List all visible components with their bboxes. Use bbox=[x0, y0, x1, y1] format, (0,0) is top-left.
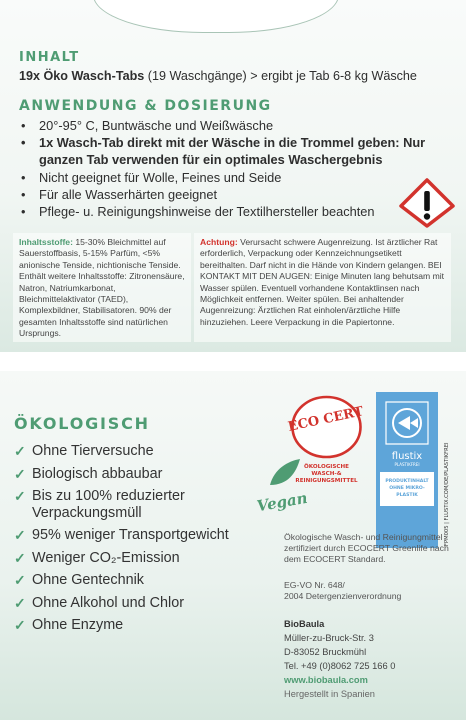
warning-box bbox=[194, 233, 451, 342]
hang-tab-cutout bbox=[93, 0, 339, 33]
anwendung-item: • 20°-95° C, Buntwäsche und Weißwäsche bbox=[19, 117, 464, 134]
leaf-icon bbox=[270, 459, 300, 485]
flustix-side-label: FPM005 | FLUSTIX.COM/DE/PLASTIKFREI bbox=[444, 442, 450, 546]
oekologisch-item-label: Ohne Tierversuche bbox=[32, 443, 154, 459]
oekologisch-item bbox=[14, 595, 244, 612]
address-street: Müller-zu-Bruck-Str. 3 bbox=[284, 633, 374, 643]
panel-divider bbox=[0, 352, 466, 371]
manufacturer-address bbox=[284, 617, 454, 701]
flustix-side-text bbox=[440, 392, 452, 548]
flustix-line-1: PRODUKTINHALT bbox=[385, 479, 429, 484]
oekologisch-item-label: 95% weniger Transportgewicht bbox=[32, 527, 229, 543]
ecocert-word-1: ECO CERT bbox=[286, 404, 365, 435]
oekologisch-item bbox=[14, 550, 244, 567]
warning-label: Achtung: bbox=[200, 237, 238, 247]
anwendung-item: • Nicht geeignet für Wolle, Feines und Seide bbox=[19, 169, 464, 186]
check-icon: ✓ bbox=[14, 443, 26, 459]
inhalt-heading: INHALT bbox=[19, 50, 80, 65]
oekologisch-item-label: Ohne Gentechnik bbox=[32, 572, 144, 588]
oekologisch-item bbox=[14, 443, 244, 460]
vegan-label: Vegan bbox=[255, 488, 309, 516]
oekologisch-item bbox=[14, 466, 244, 483]
flustix-name: flustix bbox=[391, 451, 423, 462]
website-link[interactable]: www.biobaula.com bbox=[284, 675, 368, 685]
oekologisch-item-label: Bis zu 100% reduzierter Verpackungsmüll bbox=[32, 488, 185, 521]
ecocert-caption-2: WASCH-& bbox=[311, 471, 342, 477]
certification-text: Ökologische Wasch- und Reinigungmittel zertifiziert durch ECOCERT Greenlife nach dem ECOCERT Standard. bbox=[284, 532, 449, 565]
vegan-logo bbox=[255, 455, 309, 525]
company-name: BioBaula bbox=[284, 619, 325, 629]
address-phone: Tel. +49 (0)8062 725 166 0 bbox=[284, 661, 396, 671]
oekologisch-item-label: Ohne Alkohol und Chlor bbox=[32, 594, 185, 611]
eg-regulation bbox=[284, 580, 449, 602]
oekologisch-item bbox=[14, 527, 244, 544]
ghs-exclamation-warning-icon bbox=[399, 178, 455, 228]
ingredients-box bbox=[13, 233, 191, 342]
ecocert-caption-3: REINIGUNGSMITTEL bbox=[295, 478, 358, 484]
anwendung-item: • Pflege- u. Reinigungshinweise der Textilhersteller beachten bbox=[19, 203, 464, 220]
address-city: D-83052 Bruckmühl bbox=[284, 647, 367, 657]
check-icon: ✓ bbox=[14, 572, 26, 588]
inhalt-rest: (19 Waschgänge) > ergibt je Tab 6-8 kg Wäsche bbox=[144, 69, 417, 83]
flustix-line-2: OHNE MIKRO- bbox=[389, 486, 425, 491]
eg-line-2: 2004 Detergenzienverordnung bbox=[284, 591, 402, 602]
check-icon: ✓ bbox=[14, 488, 26, 504]
anwendung-heading: ANWENDUNG & DOSIERUNG bbox=[19, 98, 272, 114]
inhalt-text bbox=[19, 69, 459, 83]
flustix-graphic bbox=[376, 392, 438, 548]
check-icon: ✓ bbox=[14, 549, 26, 566]
oekologisch-item bbox=[14, 617, 244, 634]
oekologisch-item-label: Biologisch abbaubar bbox=[32, 465, 163, 482]
flustix-line-3: PLASTIK bbox=[396, 493, 418, 498]
check-icon: ✓ bbox=[14, 465, 26, 482]
ingredients-text: 15-30% Bleichmittel auf Sauerstoffbasis, 5-15% Parfüm, <5% anionische Tenside, nichtionische Tenside. Enthält weitere Inhaltsstoffe: Zitronensäure, Natron, Natriumkarbonat, Bleichmittelaktivator (TAED), Komplexbildner, Stabilisatoren. 90% der gesamten Inhaltsstoffe sind natürlichen Ursprungs. bbox=[19, 237, 185, 339]
anwendung-list bbox=[19, 117, 464, 220]
made-in: Hergestellt in Spanien bbox=[284, 689, 375, 699]
oekologisch-item-label: Weniger CO₂-Emission bbox=[32, 549, 180, 566]
oekologisch-item bbox=[14, 488, 244, 521]
check-icon: ✓ bbox=[14, 527, 26, 543]
oekologisch-heading: ÖKOLOGISCH bbox=[14, 414, 150, 433]
eg-line-1: EG-VO Nr. 648/ bbox=[284, 580, 345, 590]
check-icon: ✓ bbox=[14, 594, 26, 611]
ecocert-caption-1: ÖKOLOGISCHE bbox=[303, 464, 350, 470]
check-icon: ✓ bbox=[14, 617, 26, 633]
warning-text: Verursacht schwere Augenreizung. Ist ärztlicher Rat erforderlich, Verpackung oder Kennzeichnungsetikett bereithalten. Darf nicht in die Hände von Kindern gelangen. BEI KONTAKT MIT DEN AUGEN: Einige Minuten lang behutsam mit Wasser spülen. Eventuell vorhandene Kontaktlinsen nach Möglichkeit entfernen. Weiter spülen. Bei anhaltender Augenreizung: Ärztlichen Rat einholen/ärztliche Hilfe hinzuziehen. Leere Verpackung in die Papiertonne. bbox=[200, 237, 445, 327]
ingredients-label: Inhaltsstoffe: bbox=[19, 237, 73, 247]
oekologisch-item bbox=[14, 572, 244, 589]
oekologisch-item-label: Ohne Enzyme bbox=[32, 617, 124, 633]
inhalt-bold: 19x Öko Wasch-Tabs bbox=[19, 69, 145, 83]
oekologisch-list bbox=[14, 443, 244, 640]
anwendung-item: • Für alle Wasserhärten geeignet bbox=[19, 186, 464, 203]
flustix-sub: PLASTIKFREI bbox=[394, 462, 420, 467]
flustix-seal bbox=[376, 392, 438, 548]
anwendung-item: • 1x Wasch-Tab direkt mit der Wäsche in die Trommel geben: Nur ganzen Tab verwenden für ein optimales Waschergebnis bbox=[19, 134, 464, 168]
